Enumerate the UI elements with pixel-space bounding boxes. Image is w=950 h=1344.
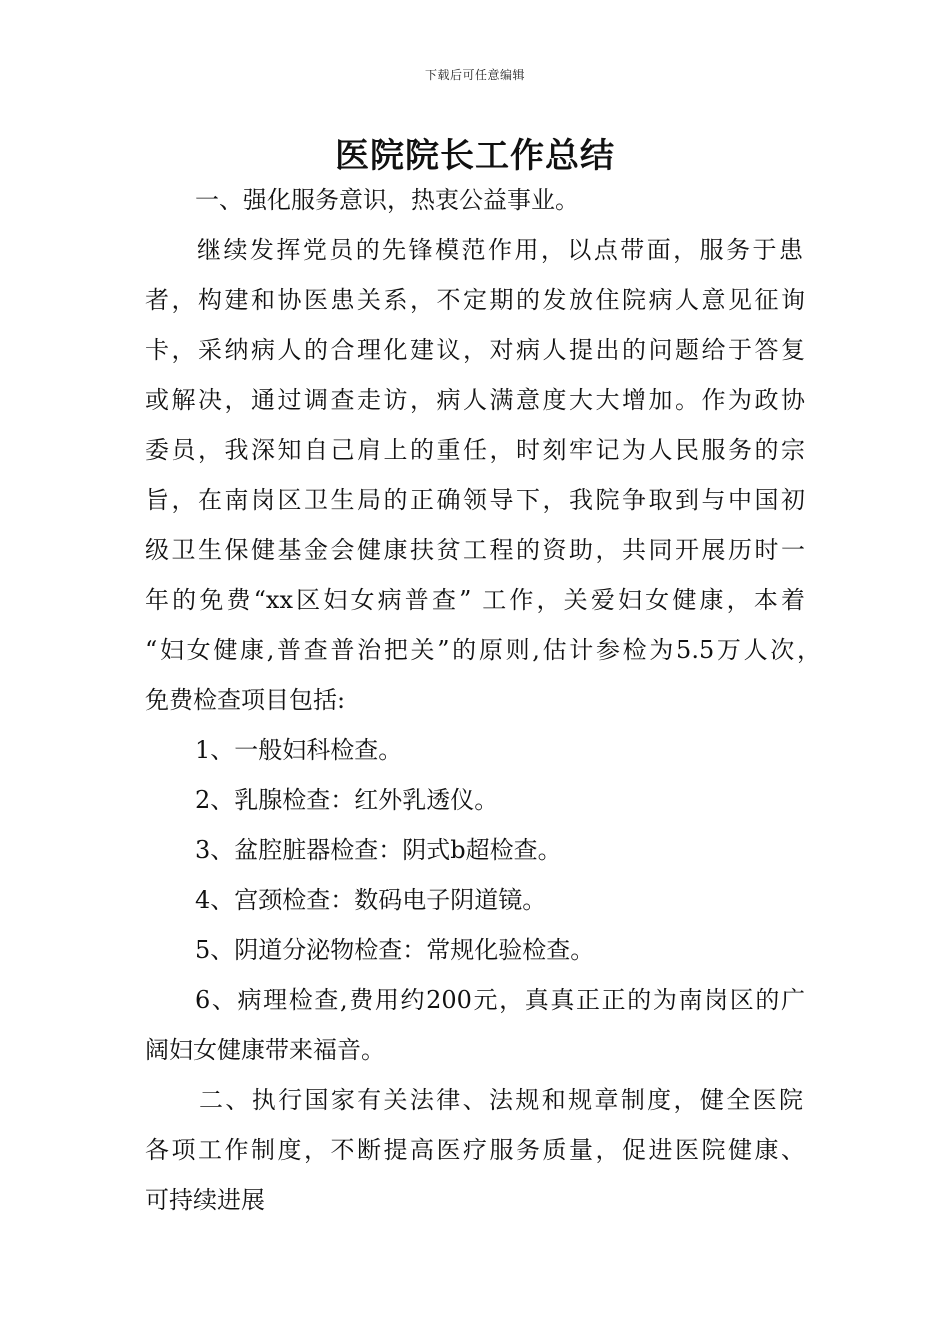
paragraph-line: 免费检查项目包括: bbox=[145, 686, 346, 714]
list-item: 1、一般妇科检查。 bbox=[195, 736, 403, 764]
paragraph-line: 卡，采纳病人的合理化建议，对病人提出的问题给于答复 bbox=[145, 336, 805, 364]
paragraph-line: 继续发挥党员的先锋模范作用，以点带面，服务于患 bbox=[197, 236, 803, 264]
list-item: 4、宫颈检查：数码电子阴道镜。 bbox=[195, 886, 547, 914]
list-item: 5、阴道分泌物检查：常规化验检查。 bbox=[195, 936, 595, 964]
section-heading-1: 一、强化服务意识，热衷公益事业。 bbox=[195, 186, 579, 214]
section-heading-2: 二、执行国家有关法律、法规和规章制度，健全医院 bbox=[199, 1086, 803, 1114]
paragraph-line: 级卫生保健基金会健康扶贫工程的资助，共同开展历时一 bbox=[145, 536, 805, 564]
paragraph-line: 各项工作制度，不断提高医疗服务质量，促进医院健康、 bbox=[145, 1136, 805, 1164]
paragraph-line: 年的免费“xx区妇女病普查” 工作，关爱妇女健康，本着 bbox=[145, 586, 805, 614]
paragraph-line: 者，构建和协医患关系，不定期的发放住院病人意见征询 bbox=[145, 286, 805, 314]
paragraph-line: 或解决，通过调查走访，病人满意度大大增加。作为政协 bbox=[145, 386, 805, 414]
paragraph-line: 阔妇女健康带来福音。 bbox=[145, 1036, 385, 1064]
document-title: 医院院长工作总结 bbox=[335, 136, 615, 176]
list-item: 3、盆腔脏器检查：阴式b超检查。 bbox=[195, 836, 562, 864]
list-item: 2、乳腺检查：红外乳透仪。 bbox=[195, 786, 499, 814]
page-header-note: 下载后可任意编辑 bbox=[424, 68, 525, 82]
paragraph-line: 委员，我深知自己肩上的重任，时刻牢记为人民服务的宗 bbox=[145, 436, 805, 464]
paragraph-line: “妇女健康,普查普治把关”的原则,估计参检为5.5万人次， bbox=[145, 636, 821, 664]
paragraph-line: 可持续进展 bbox=[145, 1186, 265, 1214]
paragraph-line: 旨，在南岗区卫生局的正确领导下，我院争取到与中国初 bbox=[145, 486, 805, 514]
list-item: 6、病理检查,费用约200元，真真正正的为南岗区的广 bbox=[195, 986, 805, 1014]
